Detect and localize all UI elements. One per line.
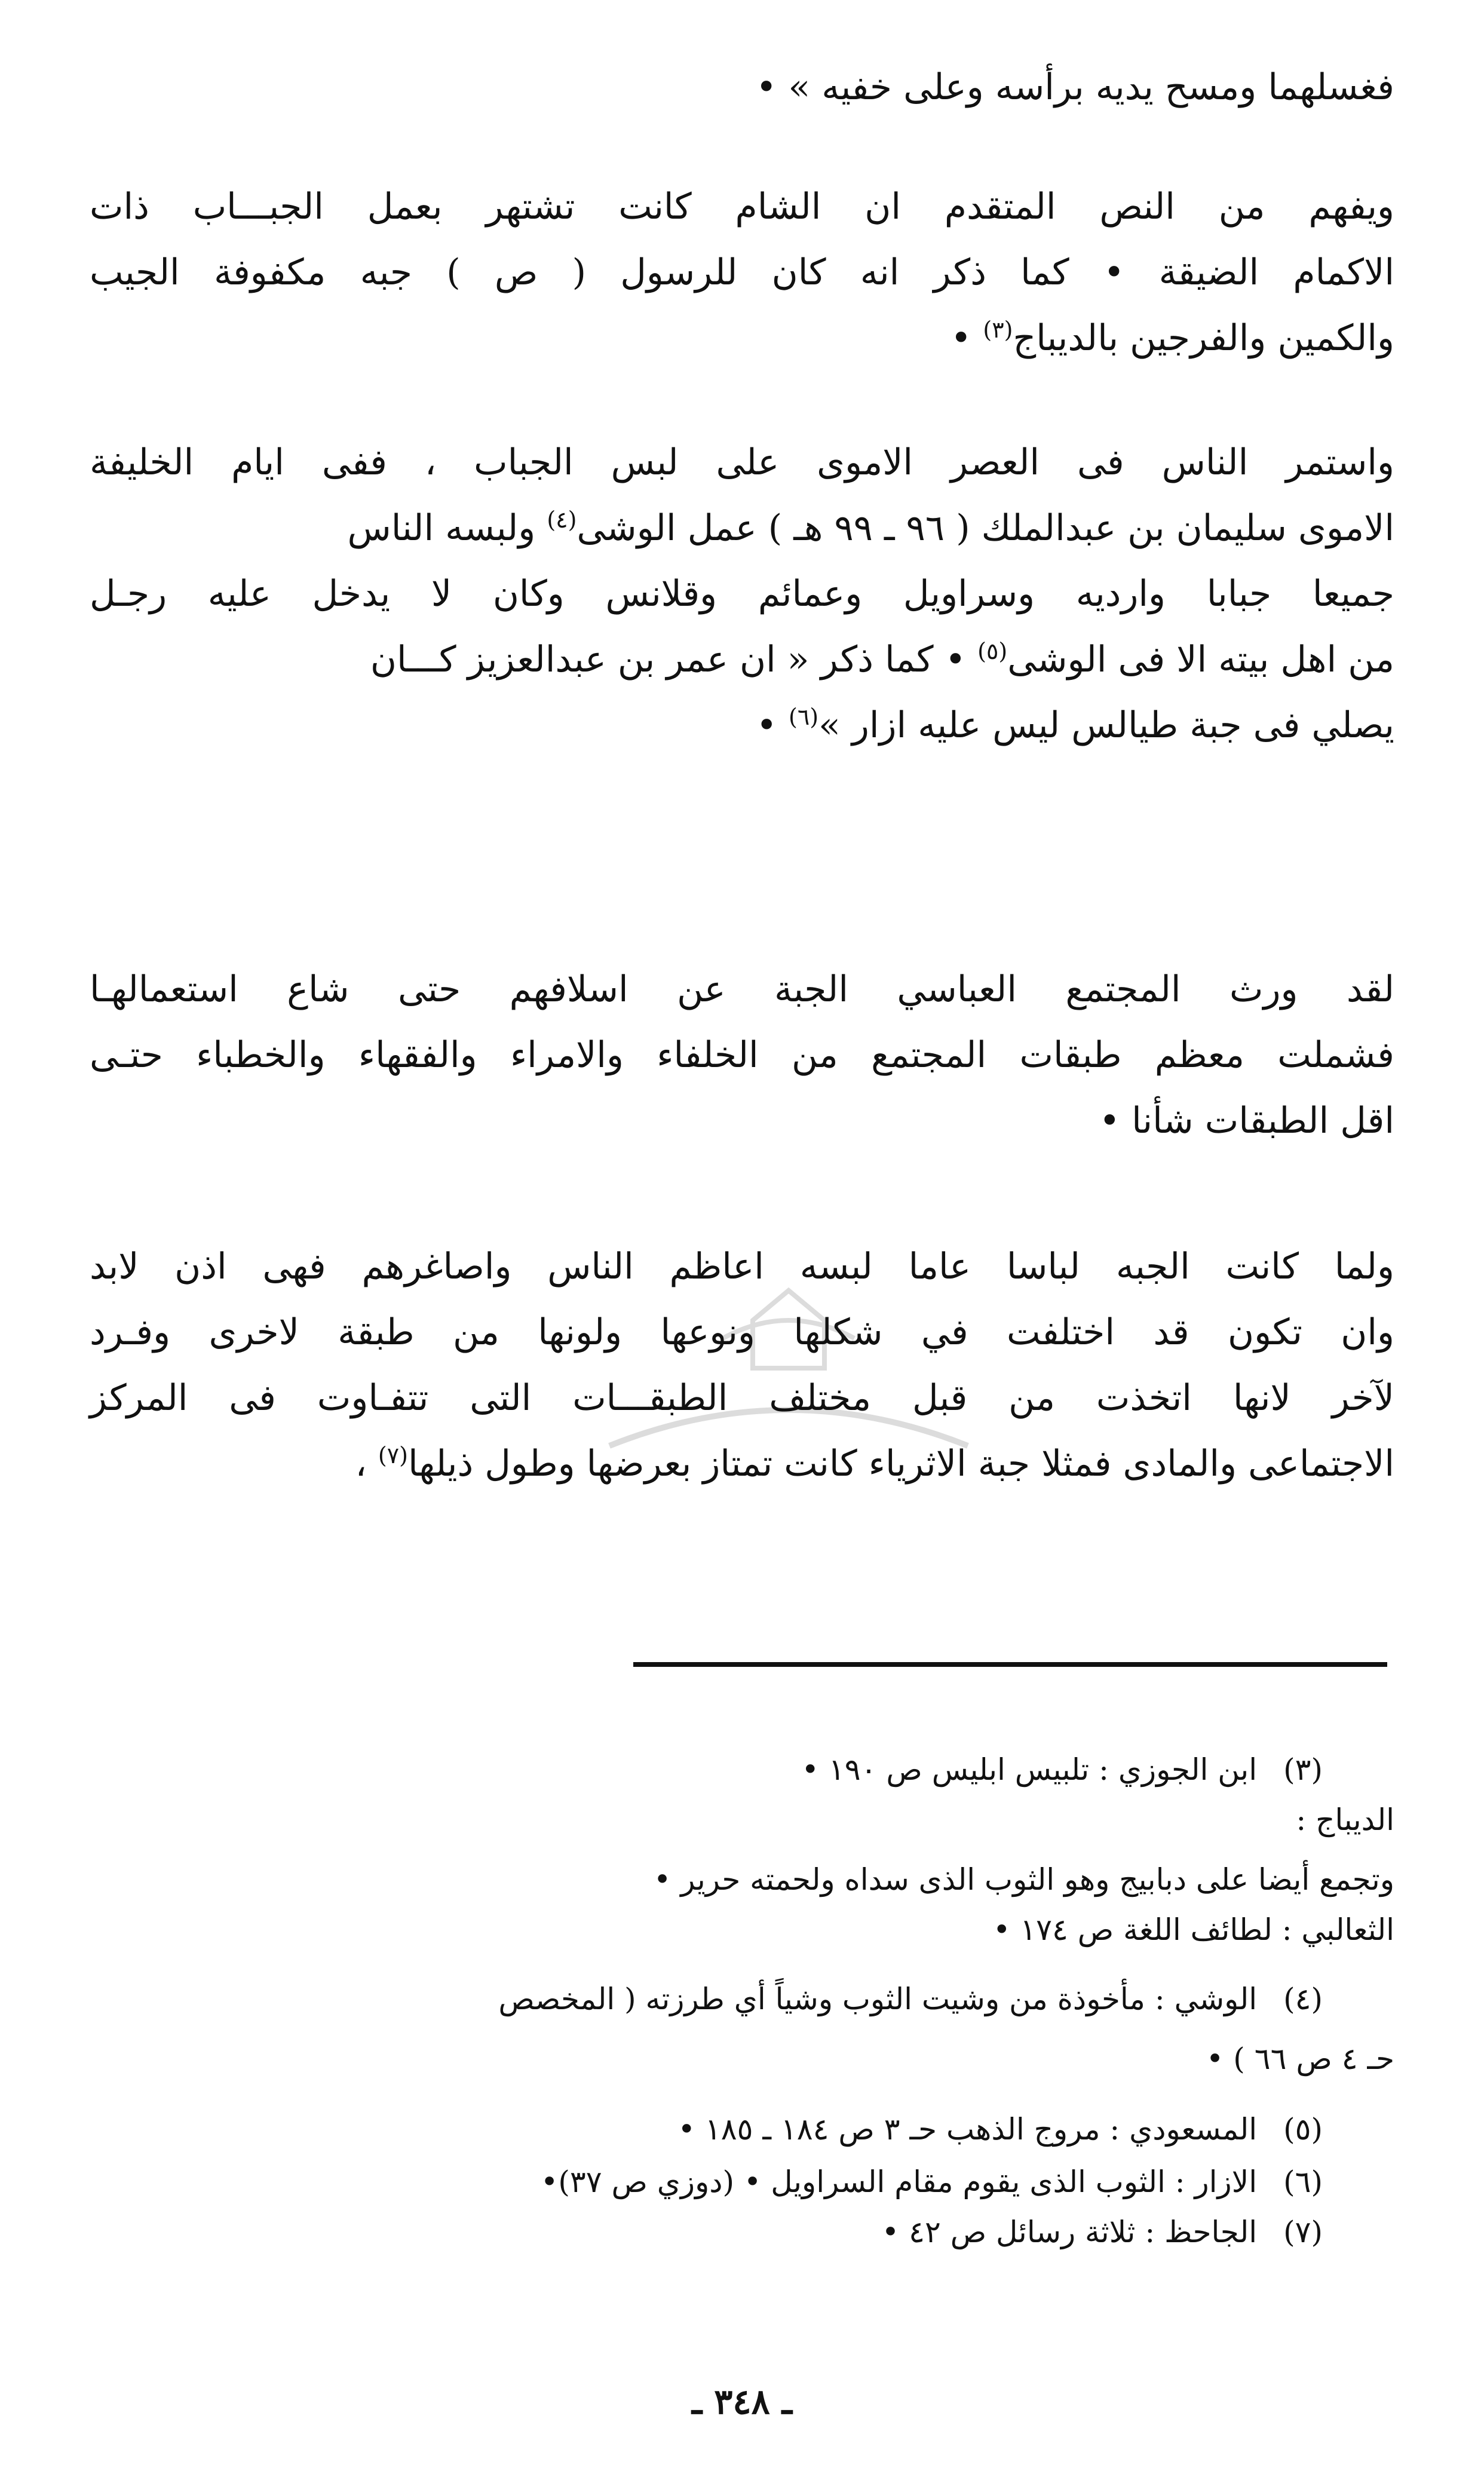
- footnote-text: حـ ٤ ص ٦٦ ) •: [1206, 2041, 1394, 2076]
- text-line: [90, 1434, 1394, 1494]
- text-span: •: [756, 704, 777, 746]
- footnote-ref: (٤): [547, 507, 577, 533]
- text-line: فغسلهما ومسح يديه برأسه وعلى خفيه » •: [756, 66, 1394, 108]
- text-line: جميعا جبابا وارديه وسراويل وعمائم وقلانس وكان لا يدخل عليه رجـل: [90, 573, 1394, 615]
- footnote: [1206, 2034, 1394, 2084]
- text-span: ولبسه الناس: [347, 507, 536, 549]
- footnote: [678, 2104, 1323, 2154]
- text-span: من اهل بيته الا فى الوشى: [1007, 639, 1394, 680]
- text-span: يصلي فى جبة طيالس ليس عليه ازار »: [818, 704, 1394, 746]
- footnote-ref: (٣): [983, 317, 1013, 343]
- footnote-number: (٤): [1283, 1982, 1323, 2016]
- footnote-text: الجاحظ : ثلاثة رسائل ص ٤٢ •: [881, 2215, 1258, 2249]
- text-line: اقل الطبقات شأنا •: [1099, 1100, 1394, 1142]
- footnote-ref: (٦): [789, 704, 819, 730]
- text-line: ولما كانت الجبه لباسا عاما لبسه اعاظم الناس واصاغرهم فهى اذن لابد: [90, 1246, 1394, 1287]
- text-line: وان تكون قد اختلفت في شكلها ونوعها ولونها من طبقة لاخرى وفـرد: [90, 1311, 1394, 1353]
- text-line: فشملت معظم طبقات المجتمع من الخلفاء والامراء والفقهاء والخطباء حتـى: [90, 1034, 1394, 1076]
- text-span: والكمين والفرجين بالديباج: [1013, 317, 1394, 359]
- footnote-text: الثعالبي : لطائف اللغة ص ١٧٤ •: [992, 1912, 1394, 1947]
- footnote: [882, 2207, 1323, 2257]
- page-number: ـ ٣٤٨ ـ: [692, 2381, 792, 2422]
- text-line: ويفهم من النص المتقدم ان الشام كانت تشتهر بعمل الجبـــاب ذات: [90, 186, 1394, 228]
- footnote: [498, 1974, 1323, 2024]
- text-line: الاكمام الضيقة • كما ذكر انه كان للرسول ( ص ) جبه مكفوفة الجيب: [90, 252, 1394, 293]
- footnote-separator: [633, 1662, 1387, 1667]
- text-line: [90, 630, 1394, 689]
- text-line: واستمر الناس فى العصر الاموى على لبس الجباب ، ففى ايام الخليفة: [90, 442, 1394, 483]
- footnote-number: (٥): [1283, 2112, 1323, 2147]
- text-line: لقد ورث المجتمع العباسي الجبة عن اسلافهم حتى شاع استعمالهـا: [90, 968, 1394, 1010]
- footnote: [1296, 1795, 1394, 1845]
- footnote-number: (٦): [1283, 2165, 1323, 2199]
- text-line: لآخر لانها اتخذت من قبل مختلف الطبقـــات التى تتفـاوت فى المركز: [90, 1377, 1394, 1419]
- text-span: الاموى سليمان بن عبدالملك ( ٩٦ ـ ٩٩ هـ ) عمل الوشى: [577, 507, 1394, 549]
- text-line: [90, 498, 1394, 558]
- text-line: [90, 308, 1394, 368]
- footnote: [802, 1745, 1323, 1795]
- footnote: [541, 2157, 1323, 2207]
- footnote-text: الديباج :: [1296, 1802, 1394, 1837]
- footnote: [654, 1854, 1394, 1905]
- footnote-text: وتجمع أيضا على دبابيج وهو الثوب الذى سداه ولحمته حرير •: [653, 1862, 1394, 1897]
- text-span: ،: [355, 1443, 367, 1485]
- footnote-text: الازار : الثوب الذى يقوم مقام السراويل • (دوزي ص ٣٧)•: [540, 2165, 1258, 2199]
- footnote-text: الوشي : مأخوذة من وشيت الثوب وشياً أي طرزته ( المخصص: [498, 1982, 1258, 2016]
- footnote-text: ابن الجوزي : تلبيس ابليس ص ١٩٠ •: [801, 1752, 1258, 1787]
- footnote-ref: (٥): [977, 638, 1008, 664]
- footnote-ref: (٧): [378, 1442, 408, 1469]
- text-line: [90, 695, 1394, 755]
- footnote-number: (٧): [1283, 2215, 1323, 2249]
- footnote-text: المسعودي : مروج الذهب حـ ٣ ص ١٨٤ ـ ١٨٥ •: [677, 2112, 1258, 2147]
- footnote: [993, 1905, 1394, 1955]
- footnote-number: (٣): [1283, 1752, 1323, 1787]
- text-span: •: [950, 317, 972, 359]
- text-span: • كما ذكر « ان عمر بن عبدالعزيز كـــان: [370, 639, 967, 680]
- text-span: الاجتماعى والمادى فمثلا جبة الاثرياء كانت تمتاز بعرضها وطول ذيلها: [408, 1443, 1394, 1485]
